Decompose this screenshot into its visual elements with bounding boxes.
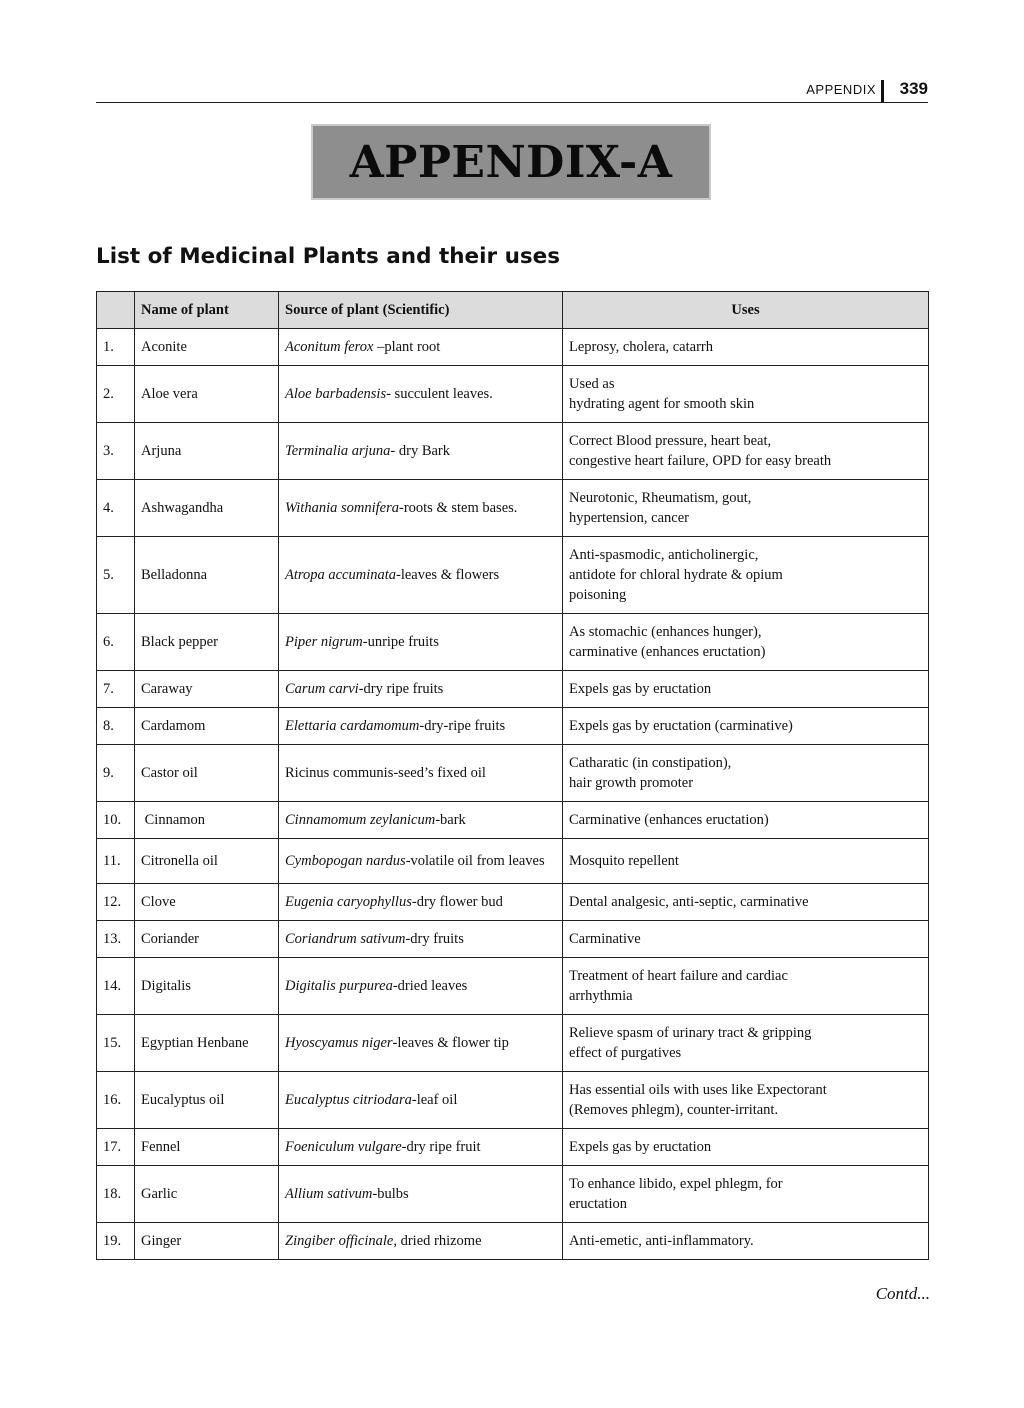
table-caption: List of Medicinal Plants and their uses: [96, 244, 561, 269]
plant-part: -unripe fruits: [362, 634, 439, 650]
uses-line: Has essential oils with uses like Expectorant: [569, 1082, 827, 1098]
plant-part: –plant root: [373, 339, 441, 355]
plant-source: [279, 958, 563, 1015]
plant-part: , dried rhizome: [393, 1233, 482, 1249]
scientific-name: Carum carvi: [285, 681, 359, 697]
plant-uses: [563, 802, 929, 839]
plant-part: -leaves & flowers: [396, 567, 500, 583]
plant-part: -bulbs: [372, 1186, 409, 1202]
uses-line: As stomachic (enhances hunger),: [569, 624, 762, 640]
plant-uses: [563, 1166, 929, 1223]
uses-line: Expels gas by eructation (carminative): [569, 718, 793, 734]
plant-part: - succulent leaves.: [386, 386, 493, 402]
uses-line: Mosquito repellent: [569, 853, 679, 869]
uses-line: poisoning: [569, 587, 627, 603]
plant-name: Ginger: [135, 1223, 279, 1260]
uses-line: arrhythmia: [569, 988, 633, 1004]
scientific-name: Withania somnifera: [285, 500, 399, 516]
plant-source: [279, 671, 563, 708]
plant-name: Citronella oil: [135, 839, 279, 884]
row-number: 12.: [97, 884, 135, 921]
plant-name: Digitalis: [135, 958, 279, 1015]
uses-line: eructation: [569, 1196, 627, 1212]
running-head-divider: [881, 80, 884, 102]
uses-line: Relieve spasm of urinary tract & gripping: [569, 1025, 812, 1041]
plant-name: Cardamom: [135, 708, 279, 745]
row-number: 18.: [97, 1166, 135, 1223]
medicinal-plants-table: [96, 291, 929, 1260]
plant-name: Caraway: [135, 671, 279, 708]
scientific-name: Cymbopogan nardus: [285, 853, 406, 869]
plant-name: Castor oil: [135, 745, 279, 802]
plant-part: -dry flower bud: [411, 894, 503, 910]
scientific-name: Terminalia arjuna: [285, 443, 391, 459]
page-number: 339: [899, 79, 928, 98]
uses-line: Dental analgesic, anti-septic, carminative: [569, 894, 809, 910]
plant-part: -dry fruits: [405, 931, 464, 947]
row-number: 11.: [97, 839, 135, 884]
table-row: [97, 1166, 929, 1223]
plant-uses: [563, 708, 929, 745]
uses-line: Anti-spasmodic, anticholinergic,: [569, 547, 759, 563]
row-number: 17.: [97, 1129, 135, 1166]
plant-part: -dry ripe fruit: [401, 1139, 481, 1155]
plant-part: -dried leaves: [392, 978, 468, 994]
scientific-name: Atropa accuminata: [285, 567, 397, 583]
table-row: [97, 921, 929, 958]
scientific-name: Digitalis purpurea: [285, 978, 393, 994]
row-number: 15.: [97, 1015, 135, 1072]
plant-source: [279, 480, 563, 537]
table-row: [97, 537, 929, 614]
table-header-row: [97, 292, 929, 329]
plant-uses: [563, 614, 929, 671]
table-row: [97, 839, 929, 884]
table-row: [97, 671, 929, 708]
plant-source: [279, 423, 563, 480]
table-row: [97, 480, 929, 537]
plant-source: [279, 1072, 563, 1129]
plant-part: -leaves & flower tip: [392, 1035, 509, 1051]
uses-line: hypertension, cancer: [569, 510, 689, 526]
scientific-name: Coriandrum sativum: [285, 931, 406, 947]
uses-line: effect of purgatives: [569, 1045, 682, 1061]
uses-line: (Removes phlegm), counter-irritant.: [569, 1102, 779, 1118]
table-row: [97, 329, 929, 366]
uses-line: hydrating agent for smooth skin: [569, 396, 755, 412]
row-number: 14.: [97, 958, 135, 1015]
running-head-section: APPENDIX: [806, 82, 876, 97]
plant-uses: [563, 1129, 929, 1166]
uses-line: Carminative (enhances eructation): [569, 812, 769, 828]
plant-uses: [563, 921, 929, 958]
plant-uses: [563, 366, 929, 423]
plant-source: [279, 1166, 563, 1223]
plant-name: Garlic: [135, 1166, 279, 1223]
table-row: [97, 1015, 929, 1072]
table-row: [97, 1072, 929, 1129]
uses-line: Treatment of heart failure and cardiac: [569, 968, 788, 984]
plant-uses: [563, 1223, 929, 1260]
scientific-name: Hyoscyamus niger: [285, 1035, 393, 1051]
plant-name: Clove: [135, 884, 279, 921]
row-number: 3.: [97, 423, 135, 480]
plant-source: [279, 921, 563, 958]
plant-source: [279, 802, 563, 839]
table-row: [97, 802, 929, 839]
plant-uses: [563, 1015, 929, 1072]
appendix-title-box: [311, 124, 711, 200]
plant-part: -volatile oil from leaves: [405, 853, 545, 869]
row-number: 5.: [97, 537, 135, 614]
continued-note: Contd...: [875, 1284, 930, 1303]
uses-line: Used as: [569, 376, 615, 392]
plant-uses: [563, 423, 929, 480]
scientific-name: Aloe barbadensis: [285, 386, 387, 402]
table-row: [97, 1223, 929, 1260]
uses-line: Expels gas by eructation: [569, 681, 712, 697]
plant-name: Fennel: [135, 1129, 279, 1166]
scientific-name: Eucalyptus citriodara: [285, 1092, 412, 1108]
plant-source: [279, 745, 563, 802]
scientific-name: Allium sativum: [285, 1186, 373, 1202]
table-row: [97, 614, 929, 671]
plant-name: Egyptian Henbane: [135, 1015, 279, 1072]
uses-line: congestive heart failure, OPD for easy breath: [569, 453, 832, 469]
plant-uses: [563, 537, 929, 614]
plant-name: Aconite: [135, 329, 279, 366]
header-name: Name of plant: [135, 292, 279, 329]
row-number: 9.: [97, 745, 135, 802]
scientific-name: Piper nigrum: [285, 634, 363, 650]
plant-part: -leaf oil: [411, 1092, 458, 1108]
plant-source: [279, 1223, 563, 1260]
plant-part: - dry Bark: [390, 443, 451, 459]
plant-uses: [563, 884, 929, 921]
running-head: [96, 80, 928, 103]
plant-uses: [563, 1072, 929, 1129]
plant-part: -bark: [435, 812, 466, 828]
row-number: 2.: [97, 366, 135, 423]
row-number: 8.: [97, 708, 135, 745]
scientific-name: Cinnamomum zeylanicum: [285, 812, 436, 828]
plant-source: [279, 537, 563, 614]
appendix-title: APPENDIX-A: [349, 136, 673, 188]
table-row: [97, 366, 929, 423]
scientific-name: Elettaria cardamomum: [285, 718, 420, 734]
plant-source: [279, 614, 563, 671]
row-number: 1.: [97, 329, 135, 366]
plant-source: [279, 366, 563, 423]
scientific-name: Eugenia caryophyllus: [285, 894, 412, 910]
plant-name: Arjuna: [135, 423, 279, 480]
plant-name: Black pepper: [135, 614, 279, 671]
uses-line: Neurotonic, Rheumatism, gout,: [569, 490, 752, 506]
uses-line: Catharatic (in constipation),: [569, 755, 732, 771]
table-row: [97, 745, 929, 802]
table-row: [97, 708, 929, 745]
plant-source: [279, 329, 563, 366]
uses-line: Correct Blood pressure, heart beat,: [569, 433, 772, 449]
row-number: 4.: [97, 480, 135, 537]
uses-line: carminative (enhances eructation): [569, 644, 766, 660]
plant-uses: [563, 958, 929, 1015]
plant-name: Coriander: [135, 921, 279, 958]
plant-name: Belladonna: [135, 537, 279, 614]
scientific-name: Foeniculum vulgare: [285, 1139, 402, 1155]
uses-line: Anti-emetic, anti-inflammatory.: [569, 1233, 754, 1249]
plant-uses: [563, 329, 929, 366]
plant-name: Aloe vera: [135, 366, 279, 423]
row-number: 19.: [97, 1223, 135, 1260]
plant-uses: [563, 671, 929, 708]
plant-name: Ashwagandha: [135, 480, 279, 537]
plant-name: Eucalyptus oil: [135, 1072, 279, 1129]
plant-uses: [563, 480, 929, 537]
table-body: [97, 329, 929, 1260]
plant-uses: [563, 839, 929, 884]
table-row: [97, 1129, 929, 1166]
plant-source: [279, 839, 563, 884]
plant-part: -roots & stem bases.: [399, 500, 518, 516]
row-number: 7.: [97, 671, 135, 708]
plant-name: Cinnamon: [135, 802, 279, 839]
scientific-name: Zingiber officinale: [285, 1233, 394, 1249]
uses-line: Carminative: [569, 931, 641, 947]
plant-source: [279, 1015, 563, 1072]
plant-part: -dry ripe fruits: [358, 681, 444, 697]
table-row: [97, 958, 929, 1015]
header-source: Source of plant (Scientific): [279, 292, 563, 329]
plant-source: [279, 884, 563, 921]
header-uses: Uses: [563, 292, 929, 329]
scientific-name: Aconitum ferox: [285, 339, 374, 355]
table-row: [97, 423, 929, 480]
uses-line: hair growth promoter: [569, 775, 694, 791]
uses-line: antidote for chloral hydrate & opium: [569, 567, 783, 583]
header-number: [97, 292, 135, 329]
table-row: [97, 884, 929, 921]
row-number: 16.: [97, 1072, 135, 1129]
plant-part: Ricinus communis-seed’s fixed oil: [285, 765, 486, 781]
row-number: 10.: [97, 802, 135, 839]
plant-source: [279, 1129, 563, 1166]
plant-source: [279, 708, 563, 745]
uses-line: Leprosy, cholera, catarrh: [569, 339, 713, 355]
row-number: 6.: [97, 614, 135, 671]
plant-uses: [563, 745, 929, 802]
plant-part: -dry-ripe fruits: [419, 718, 506, 734]
uses-line: Expels gas by eructation: [569, 1139, 712, 1155]
uses-line: To enhance libido, expel phlegm, for: [569, 1176, 783, 1192]
row-number: 13.: [97, 921, 135, 958]
